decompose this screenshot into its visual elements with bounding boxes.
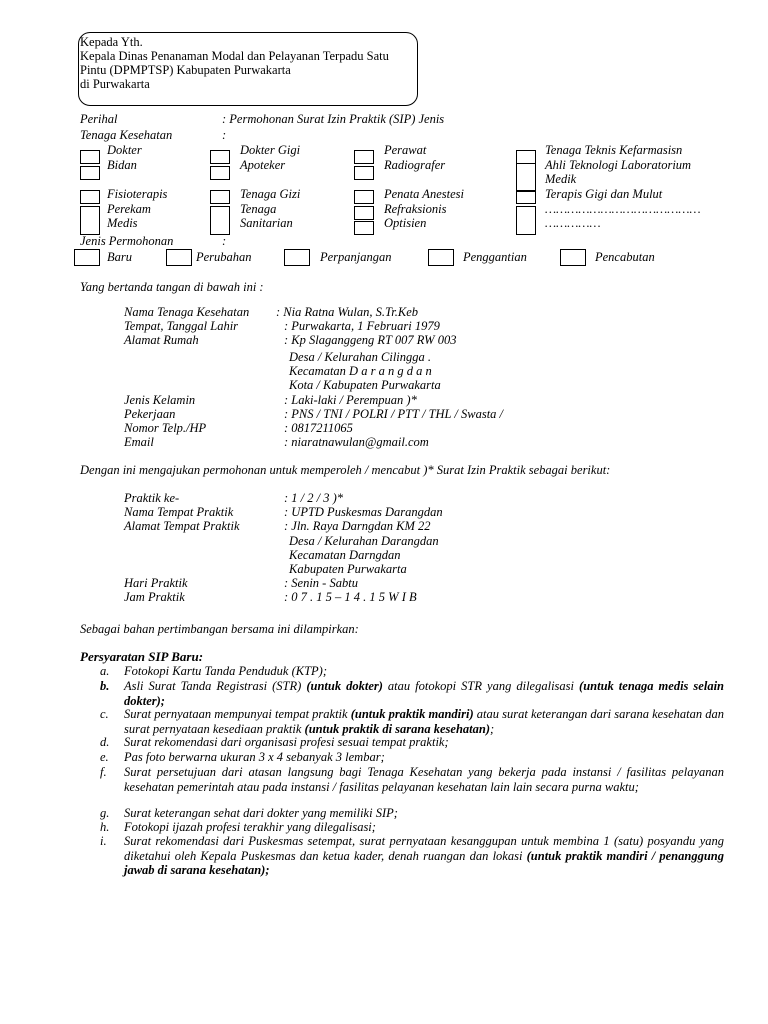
requirements-heading: Persyaratan SIP Baru: (80, 649, 204, 664)
nama-label: Nama Tenaga Kesehatan (124, 305, 250, 319)
tenaga-perawat: Perawat (384, 143, 427, 157)
checkbox-dokter[interactable] (80, 150, 100, 164)
req-letter-e: e. (100, 750, 109, 764)
tenaga-penata-anestesi: Penata Anestesi (384, 187, 464, 201)
alamat-kota: Kota / Kabupaten Purwakarta (289, 378, 441, 392)
checkbox-optisien[interactable] (354, 221, 374, 235)
tenaga-label: Tenaga Kesehatan (80, 128, 173, 142)
email-label: Email (124, 435, 154, 449)
jam-praktik-value: : 0 7 . 1 5 – 1 4 . 1 5 W I B (284, 590, 417, 604)
email-value: : niaratnawulan@gmail.com (284, 435, 429, 449)
alamat-praktik-label: Alamat Tempat Praktik (124, 519, 240, 533)
checkbox-perawat[interactable] (354, 150, 374, 164)
tenaga-apoteker: Apoteker (240, 158, 286, 172)
checkbox-pencabutan[interactable] (560, 249, 586, 266)
pekerjaan-label: Pekerjaan (124, 407, 176, 421)
praktik-ke-value: : 1 / 2 / 3 )* (284, 491, 344, 505)
checkbox-fisioterapis[interactable] (80, 190, 100, 204)
tenaga-lainnya-dots-1: …………………………………… (545, 202, 701, 216)
req-f: Surat persetujuan dari atasan langsung bagi Tenaga Kesehatan yang bekerja pada instansi / fasilitas pelayanan kesehatan pemerintah atau pada instansi / fasilitas pelayanan kesehatan lain lain secara purna waktu; (124, 765, 724, 794)
tenaga-ahli-teknologi: Ahli Teknologi Laboratorium (545, 158, 692, 172)
recipient-line-2: Kepala Dinas Penanaman Modal dan Pelayanan Terpadu Satu (80, 49, 389, 63)
jenis-permohonan-label: Jenis Permohonan (80, 234, 174, 248)
tenaga-teknis-kefarmasian: Tenaga Teknis Kefarmasisn (545, 143, 683, 157)
alamat-praktik-desa: Desa / Kelurahan Darangdan (289, 534, 439, 548)
checkbox-perekam-medis[interactable] (80, 206, 100, 235)
ttl-label: Tempat, Tanggal Lahir (124, 319, 239, 333)
telp-label: Nomor Telp./HP (124, 421, 207, 435)
req-c: Surat pernyataan mempunyai tempat praktik (untuk praktik mandiri) atau surat keterangan dari sarana kesehatan dan surat pernyataan kesediaan praktik (untuk praktik di sarana kesehatan); (124, 707, 724, 736)
alamat-value: : Kp Slaganggeng RT 007 RW 003 (284, 333, 457, 347)
attachments-intro: Sebagai bahan pertimbangan bersama ini dilampirkan: (80, 622, 359, 636)
telp-value: : 0817211065 (284, 421, 353, 435)
tenaga-bidan: Bidan (107, 158, 137, 172)
checkbox-dokter-gigi[interactable] (210, 150, 230, 164)
alamat-praktik-value: : Jln. Raya Darngdan KM 22 (284, 519, 431, 533)
req-letter-d: d. (100, 735, 110, 749)
checkbox-ahli-teknologi-laboratorium[interactable] (516, 163, 536, 192)
checkbox-tenaga-teknis-kefarmasian[interactable] (516, 150, 536, 164)
tenaga-refraksionis: Refraksionis (384, 202, 447, 216)
tempat-praktik-value: : UPTD Puskesmas Darangdan (284, 505, 443, 519)
praktik-ke-label: Praktik ke- (124, 491, 180, 505)
statement-text: Dengan ini mengajukan permohonan untuk memperoleh / mencabut )* Surat Izin Praktik sebagai berikut: (80, 463, 611, 477)
req-letter-b: b. (100, 679, 110, 693)
checkbox-tenaga-gizi[interactable] (210, 190, 230, 204)
req-letter-a: a. (100, 664, 110, 678)
checkbox-lainnya[interactable] (516, 206, 536, 235)
checkbox-perpanjangan[interactable] (284, 249, 310, 266)
option-perubahan: Perubahan (196, 250, 252, 264)
perihal-value: : Permohonan Surat Izin Praktik (SIP) Jenis (222, 112, 445, 126)
tenaga-terapis-gigi: Terapis Gigi dan Mulut (545, 187, 663, 201)
checkbox-tenaga-sanitarian[interactable] (210, 206, 230, 235)
req-letter-h: h. (100, 820, 110, 834)
alamat-praktik-kecamatan: Kecamatan Darngdan (289, 548, 401, 562)
tenaga-dokter: Dokter (107, 143, 142, 157)
req-letter-g: g. (100, 806, 110, 820)
jenis-permohonan-colon: : (222, 234, 227, 248)
ttl-value: : Purwakarta, 1 Februari 1979 (284, 319, 440, 333)
option-baru: Baru (107, 250, 132, 264)
nama-value: : Nia Ratna Wulan, S.Tr.Keb (276, 305, 419, 319)
req-h: Fotokopi ijazah profesi terakhir yang dilegalisasi; (124, 820, 376, 834)
req-letter-i: i. (100, 834, 107, 848)
tenaga-lainnya-dots-2: …………… (545, 216, 601, 230)
alamat-label: Alamat Rumah (124, 333, 199, 347)
checkbox-penata-anestesi[interactable] (354, 190, 374, 204)
checkbox-terapis-gigi[interactable] (516, 190, 536, 204)
req-a: Fotokopi Kartu Tanda Penduduk (KTP); (124, 664, 328, 678)
hari-praktik-value: : Senin - Sabtu (284, 576, 358, 590)
req-b: Asli Surat Tanda Registrasi (STR) (untuk dokter) atau fotokopi STR yang dilegalisasi (untuk tenaga medis selain dokter); (124, 679, 724, 708)
intro-text: Yang bertanda tangan di bawah ini : (80, 280, 264, 294)
checkbox-radiografer[interactable] (354, 166, 374, 180)
pekerjaan-value: : PNS / TNI / POLRI / PTT / THL / Swasta / (284, 407, 504, 421)
hari-praktik-label: Hari Praktik (124, 576, 188, 590)
tenaga-tenaga: Tenaga (240, 202, 277, 216)
perihal-label: Perihal (80, 112, 118, 126)
recipient-line-1: Kepada Yth. (80, 35, 143, 49)
jam-praktik-label: Jam Praktik (124, 590, 185, 604)
req-e: Pas foto berwarna ukuran 3 x 4 sebanyak 3 lembar; (124, 750, 385, 764)
option-perpanjangan: Perpanjangan (320, 250, 392, 264)
tenaga-perekam: Perekam (107, 202, 151, 216)
tenaga-colon: : (222, 128, 227, 142)
tenaga-radiografer: Radiografer (384, 158, 446, 172)
alamat-kecamatan: Kecamatan D a r a n g d a n (289, 364, 432, 378)
checkbox-refraksionis[interactable] (354, 206, 374, 220)
checkbox-apoteker[interactable] (210, 166, 230, 180)
tempat-praktik-label: Nama Tempat Praktik (124, 505, 234, 519)
option-pencabutan: Pencabutan (595, 250, 655, 264)
req-letter-c: c. (100, 707, 109, 721)
recipient-line-4: di Purwakarta (80, 77, 150, 91)
tenaga-medis: Medis (107, 216, 138, 230)
tenaga-optisien: Optisien (384, 216, 427, 230)
req-i: Surat rekomendasi dari Puskesmas setempat, surat pernyataan kesanggupan untuk membina 1 (satu) posyandu yang diketahui oleh Kepala Puskesmas dan ketua kader, denah ruangan dan lokasi (untuk praktik mandiri / penanggung jawab di sarana kesehatan); (124, 834, 724, 877)
req-g: Surat keterangan sehat dari dokter yang memiliki SIP; (124, 806, 398, 820)
tenaga-gizi: Tenaga Gizi (240, 187, 301, 201)
checkbox-baru[interactable] (74, 249, 100, 266)
req-letter-f: f. (100, 765, 107, 779)
jenis-kelamin-value: : Laki-laki / Perempuan )* (284, 393, 417, 407)
checkbox-perubahan[interactable] (166, 249, 192, 266)
req-d: Surat rekomendasi dari organisasi profesi sesuai tempat praktik; (124, 735, 449, 749)
tenaga-fisioterapis: Fisioterapis (107, 187, 168, 201)
recipient-line-3: Pintu (DPMPTSP) Kabupaten Purwakarta (80, 63, 291, 77)
alamat-praktik-kabupaten: Kabupaten Purwakarta (289, 562, 407, 576)
alamat-desa: Desa / Kelurahan Cilingga . (289, 350, 432, 364)
checkbox-bidan[interactable] (80, 166, 100, 180)
option-penggantian: Penggantian (463, 250, 527, 264)
checkbox-penggantian[interactable] (428, 249, 454, 266)
jenis-kelamin-label: Jenis Kelamin (124, 393, 196, 407)
tenaga-dokter-gigi: Dokter Gigi (240, 143, 301, 157)
tenaga-medik: Medik (545, 172, 577, 186)
tenaga-sanitarian: Sanitarian (240, 216, 293, 230)
